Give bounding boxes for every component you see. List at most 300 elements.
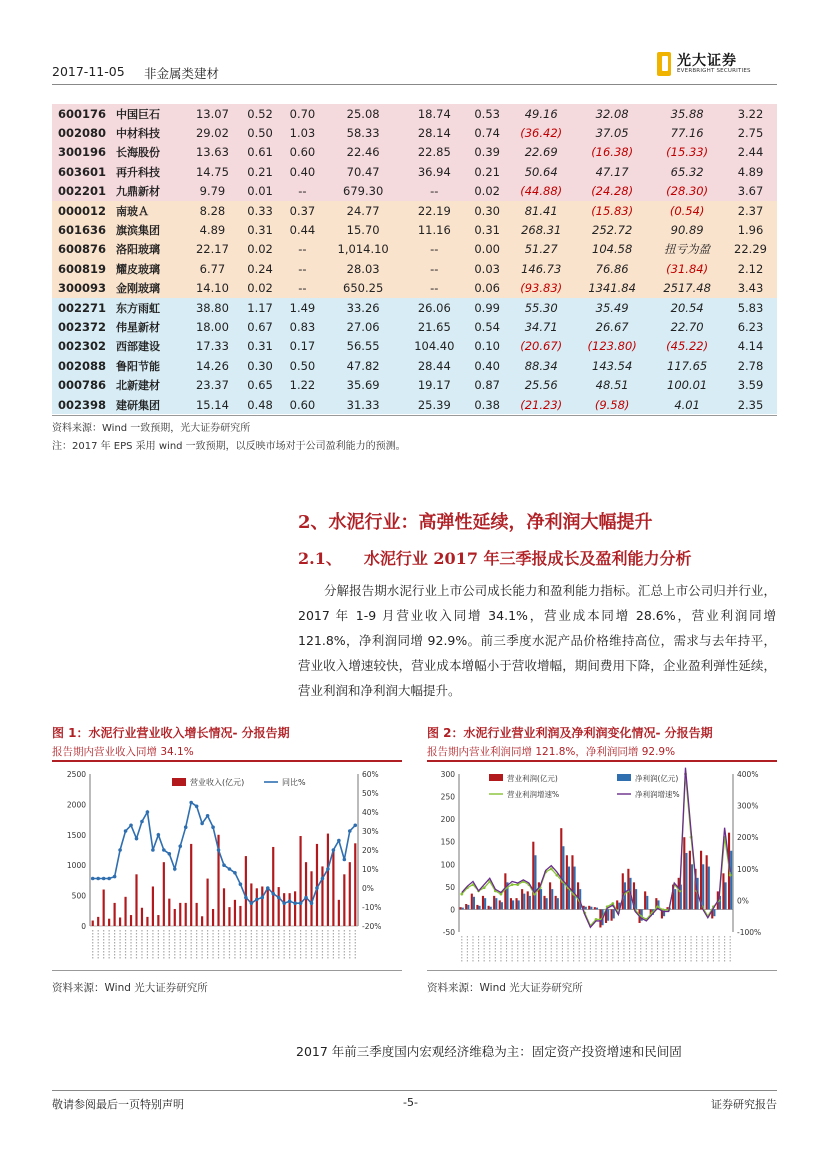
bar-revenue — [299, 836, 301, 926]
bar-revenue — [316, 844, 318, 926]
bar-revenue — [97, 917, 99, 926]
bar-operating-profit — [504, 873, 506, 909]
cell-g2: (16.38) — [591, 145, 634, 160]
logo-text-cn: 光大证券 — [677, 53, 737, 69]
bar-revenue — [163, 862, 165, 926]
cell-c1: 6.77 — [199, 261, 226, 276]
y-tick-label-right: 200% — [737, 833, 759, 843]
bar-net-profit — [613, 909, 615, 918]
point-growth — [299, 901, 303, 905]
cell-g2: 37.05 — [595, 126, 629, 141]
cell-code: 002398 — [58, 397, 107, 412]
legend-swatch-op-profit — [489, 774, 503, 781]
y-tick-label-right: 400% — [737, 770, 759, 779]
cell-g3: 35.88 — [670, 106, 704, 121]
bar-net-profit — [523, 894, 525, 910]
point-operating-profit-growth — [729, 874, 732, 877]
point-growth — [124, 829, 128, 833]
cell-g3: (31.84) — [666, 261, 709, 276]
bar-operating-profit — [722, 873, 724, 909]
cell-name: 旗滨集团 — [116, 224, 160, 238]
cell-c7: 4.89 — [737, 164, 764, 179]
cell-c6: 0.87 — [474, 378, 500, 393]
cell-c5: -- — [430, 281, 439, 296]
point-growth — [343, 858, 347, 862]
point-growth — [304, 896, 308, 900]
point-growth — [321, 877, 325, 881]
cell-g1: (21.23) — [520, 397, 563, 412]
fig2-title: 图 2：水泥行业营业利润及净利润变化情况- 分报告期 — [427, 726, 713, 740]
cell-code: 002088 — [58, 358, 107, 373]
footer-disclaimer: 敬请参阅最后一页特别声明 — [52, 1098, 184, 1111]
cell-c4: 15.70 — [346, 223, 380, 238]
bar-net-profit — [730, 851, 732, 910]
bar-net-profit — [646, 896, 648, 910]
cell-c7: 3.67 — [737, 184, 764, 199]
bar-operating-profit — [566, 855, 568, 909]
cell-c2: 0.21 — [247, 164, 273, 179]
point-operating-profit-growth — [483, 886, 486, 889]
y-tick-label-left: 1000 — [66, 861, 86, 871]
cell-c7: 2.35 — [737, 397, 764, 412]
bar-operating-profit — [515, 898, 517, 909]
bar-revenue — [179, 903, 181, 926]
cell-c2: 1.17 — [247, 300, 273, 315]
bar-operating-profit — [689, 851, 691, 910]
cell-c5: -- — [430, 261, 439, 276]
cell-c6: 0.21 — [474, 164, 500, 179]
cell-g1: 146.73 — [521, 261, 562, 276]
y-tick-label-left: 500 — [71, 891, 86, 901]
cell-name: 中国巨石 — [116, 107, 160, 121]
cell-g1: 25.56 — [524, 378, 558, 393]
cell-g3: 117.65 — [667, 358, 708, 373]
point-growth — [228, 867, 232, 871]
bar-revenue — [239, 906, 241, 926]
section-title: 2、水泥行业：高弹性延续，净利润大幅提升 — [298, 512, 653, 533]
point-growth — [173, 867, 177, 871]
cell-g1: 88.34 — [524, 358, 558, 373]
cell-name: 东方雨虹 — [116, 301, 160, 315]
cell-g1: 268.31 — [521, 223, 562, 238]
point-growth — [260, 896, 264, 900]
point-growth — [348, 829, 352, 833]
bar-revenue — [130, 915, 132, 926]
cell-name: 金刚玻璃 — [116, 282, 160, 296]
fig2-top-rule — [427, 760, 777, 762]
point-growth — [217, 848, 221, 852]
bar-net-profit — [635, 889, 637, 909]
cell-c7: 3.43 — [737, 281, 764, 296]
fig1-title: 图 1：水泥行业营业收入增长情况- 分报告期 — [52, 726, 290, 740]
report-date: 2017-11-05 — [52, 64, 125, 79]
cell-c3: -- — [298, 261, 307, 276]
bar-operating-profit — [476, 905, 478, 910]
point-growth — [151, 848, 155, 852]
y-tick-label-right: 300% — [737, 801, 759, 811]
cell-code: 600876 — [58, 242, 107, 257]
footer-report-type: 证券研究报告 — [711, 1098, 777, 1111]
cell-c5: 11.16 — [417, 223, 451, 238]
cell-g1: 49.16 — [524, 106, 558, 121]
bar-revenue — [212, 909, 214, 926]
bar-revenue — [201, 916, 203, 926]
cell-c3: 0.83 — [289, 319, 316, 334]
cell-c2: 0.61 — [247, 145, 273, 160]
bar-net-profit — [596, 908, 598, 910]
table-note: 注：2017 年 EPS 采用 wind 一致预期，以反映市场对于公司盈利能力的预测。 — [52, 441, 406, 452]
cell-g2: (123.80) — [587, 339, 637, 354]
point-growth — [168, 852, 172, 856]
subsection-title — [298, 546, 692, 569]
bar-revenue — [294, 891, 296, 926]
bar-revenue — [256, 888, 258, 926]
cell-code: 300093 — [58, 281, 107, 296]
bar-revenue — [108, 919, 110, 926]
bar-net-profit — [574, 867, 576, 910]
stock-valuation-table — [52, 104, 777, 414]
point-growth — [250, 901, 254, 905]
cell-name: 北新建材 — [116, 379, 160, 393]
cell-c5: 36.94 — [417, 164, 451, 179]
logo-text-en: EVERBRIGHT SECURITIES — [677, 68, 751, 74]
point-growth — [206, 814, 210, 818]
point-growth — [233, 871, 237, 875]
cell-g1: 50.64 — [524, 164, 558, 179]
cell-c6: 0.53 — [474, 106, 500, 121]
cell-c4: 70.47 — [346, 164, 380, 179]
cell-c3: 1.03 — [289, 126, 316, 141]
cell-c4: 650.25 — [343, 281, 384, 296]
bar-net-profit — [725, 882, 727, 909]
cell-c6: 0.39 — [474, 145, 500, 160]
table-row — [52, 395, 777, 414]
cell-c5: 28.44 — [417, 358, 451, 373]
cell-g3: 20.54 — [670, 300, 704, 315]
continuation-paragraph: 2017 年前三季度国内宏观经济维稳为主：固定资产投资增速和民间固 — [296, 1044, 682, 1059]
y-tick-label-left: 300 — [440, 770, 455, 779]
point-growth — [162, 848, 166, 852]
bar-operating-profit — [527, 891, 529, 909]
y-tick-label-right: -100% — [737, 928, 762, 937]
cell-c4: 31.33 — [346, 397, 380, 412]
cell-c1: 38.80 — [195, 300, 229, 315]
cell-c1: 4.89 — [199, 223, 226, 238]
y-tick-label-left: 150 — [440, 837, 455, 847]
bar-operating-profit — [499, 900, 501, 909]
bar-revenue — [114, 903, 116, 926]
bar-net-profit — [512, 900, 514, 909]
cell-g3: 77.16 — [670, 126, 704, 141]
cell-c6: 0.10 — [474, 339, 500, 354]
cell-code: 002271 — [58, 300, 107, 315]
y-tick-label-right: 100% — [737, 864, 759, 874]
legend-swatch-revenue — [172, 778, 186, 786]
cell-g3: 2517.48 — [663, 281, 711, 296]
cell-c4: 27.06 — [346, 319, 380, 334]
point-growth — [244, 896, 248, 900]
cell-c6: 0.99 — [474, 300, 500, 315]
point-growth — [315, 886, 319, 890]
cell-c7: 2.37 — [737, 203, 764, 218]
cell-c4: 58.33 — [346, 126, 380, 141]
point-growth — [118, 848, 122, 852]
cell-c1: 9.79 — [199, 184, 226, 199]
cell-code: 000012 — [58, 203, 107, 218]
y-tick-label-left: 100 — [440, 860, 455, 870]
bar-net-profit — [674, 889, 676, 909]
legend-label-net-profit: 净利润(亿元) — [635, 774, 679, 783]
cell-c2: 0.01 — [247, 184, 273, 199]
bar-net-profit — [685, 853, 687, 909]
y-tick-label-right: 0% — [362, 884, 374, 893]
cell-c2: 0.02 — [247, 281, 273, 296]
cell-name: 建研集团 — [116, 398, 160, 412]
table-row — [52, 337, 777, 356]
cell-c7: 6.23 — [737, 319, 764, 334]
point-growth — [135, 837, 139, 841]
table-row — [52, 259, 777, 278]
point-growth — [211, 825, 215, 829]
cell-c1: 13.07 — [195, 106, 229, 121]
point-growth — [178, 844, 182, 848]
point-growth — [146, 810, 150, 814]
cell-c2: 0.48 — [247, 397, 273, 412]
cell-g2: (15.83) — [591, 203, 634, 218]
cell-g3: (0.54) — [669, 203, 705, 218]
cell-c6: 0.03 — [474, 261, 500, 276]
cell-c7: 22.29 — [734, 242, 767, 257]
cell-g1: 55.30 — [524, 300, 558, 315]
cell-c4: 1,014.10 — [337, 242, 389, 257]
cell-c6: 0.40 — [474, 358, 500, 373]
bar-revenue — [228, 907, 230, 926]
cell-c6: 0.06 — [474, 281, 500, 296]
table-row — [52, 317, 777, 336]
cell-g1: (36.42) — [520, 126, 563, 141]
bar-revenue — [152, 886, 154, 926]
cell-g1: (93.83) — [520, 281, 563, 296]
bar-operating-profit — [594, 907, 596, 909]
cell-c3: -- — [298, 281, 307, 296]
bar-operating-profit — [471, 894, 473, 910]
table-row — [52, 143, 777, 162]
bar-net-profit — [501, 902, 503, 909]
y-tick-label-right: -10% — [362, 903, 382, 912]
bar-revenue — [332, 850, 334, 926]
bar-net-profit — [462, 908, 464, 910]
cell-name: 再升科技 — [116, 165, 160, 179]
bar-revenue — [196, 903, 198, 926]
point-operating-profit-growth — [511, 883, 514, 886]
bar-revenue — [92, 921, 94, 926]
bar-net-profit — [534, 855, 536, 909]
point-growth — [353, 824, 357, 828]
bar-net-profit — [691, 864, 693, 909]
cell-g2: 47.17 — [595, 164, 629, 179]
cell-c5: 21.65 — [417, 319, 451, 334]
cell-code: 600819 — [58, 261, 107, 276]
bar-revenue — [261, 886, 263, 926]
bar-revenue — [272, 847, 274, 926]
cell-c4: 22.46 — [346, 145, 380, 160]
point-growth — [129, 824, 133, 828]
cell-c1: 15.14 — [195, 397, 229, 412]
cell-g1: 81.41 — [524, 203, 558, 218]
point-growth — [310, 901, 314, 905]
y-tick-label-left: 200 — [440, 815, 455, 825]
y-tick-label-left: 1500 — [66, 830, 86, 840]
legend-label-growth: 同比% — [282, 778, 306, 787]
cell-code: 000786 — [58, 378, 107, 393]
point-growth — [332, 848, 336, 852]
section-paragraph: 分解报告期水泥行业上市公司成长能力和盈利能力指标。汇总上市公司归并行业，2017 年 1-9 月营业收入同增 34.1%，营业成本同增 28.6%，营业利润同增 121.8%，净利润同增 92.9%。前三季度水泥产品价格维持高位，需求与去年持平，营业收入增速较快，营业成本增幅小于营收增幅，期间费用下降，企业盈利弹性延续，营业利润和净利润大幅提升。 — [298, 583, 776, 698]
bar-operating-profit — [532, 842, 534, 910]
bar-revenue — [267, 888, 269, 926]
point-growth — [277, 896, 281, 900]
table-row — [52, 375, 777, 394]
cell-c7: 3.22 — [737, 106, 764, 121]
fig2-chart — [427, 764, 777, 970]
bar-revenue — [157, 915, 159, 926]
bar-operating-profit — [616, 900, 618, 909]
cell-c5: 104.40 — [414, 339, 455, 354]
cell-g3: (45.22) — [666, 339, 709, 354]
cell-g2: 35.49 — [595, 300, 629, 315]
cell-code: 601636 — [58, 223, 107, 238]
cell-c3: 1.49 — [289, 300, 316, 315]
cell-c5: 19.17 — [417, 378, 451, 393]
cell-c6: 0.31 — [474, 223, 500, 238]
legend-label-revenue: 营业收入(亿元) — [190, 778, 245, 787]
cell-c3: 0.60 — [289, 397, 316, 412]
bar-revenue — [321, 866, 323, 926]
cell-c3: -- — [298, 242, 307, 257]
bar-net-profit — [467, 905, 469, 910]
cell-code: 300196 — [58, 145, 107, 160]
cell-g2: 76.86 — [595, 261, 629, 276]
cell-c4: 24.77 — [346, 203, 380, 218]
cell-g2: 143.54 — [592, 358, 633, 373]
y-tick-label-left: 2000 — [66, 800, 86, 810]
bar-revenue — [278, 887, 280, 926]
point-growth — [222, 863, 226, 867]
fig1-chart — [52, 764, 402, 970]
bar-operating-profit — [510, 898, 512, 909]
cell-c6: 0.30 — [474, 203, 500, 218]
cell-g3: 100.01 — [667, 378, 708, 393]
fig1-bottom-rule — [52, 970, 402, 971]
cell-g3: 22.70 — [670, 319, 704, 334]
cell-c6: 0.74 — [474, 126, 500, 141]
point-growth — [288, 900, 292, 904]
cell-c6: 0.00 — [474, 242, 500, 257]
table-row — [52, 220, 777, 239]
cell-c5: 22.85 — [417, 145, 451, 160]
cell-name: 耀皮玻璃 — [116, 262, 160, 276]
company-logo — [657, 50, 777, 80]
cell-name: 九鼎新材 — [116, 185, 160, 199]
cell-c1: 29.02 — [195, 126, 229, 141]
y-tick-label-right: 10% — [362, 865, 379, 874]
cell-g1: (20.67) — [520, 339, 563, 354]
table-row — [52, 298, 777, 317]
cell-c2: 0.67 — [247, 319, 273, 334]
cell-g2: (9.58) — [594, 397, 630, 412]
bar-revenue — [185, 903, 187, 926]
logo-mark-icon — [657, 52, 671, 76]
page-number: -5- — [403, 1096, 418, 1109]
cell-g1: 34.71 — [524, 319, 558, 334]
cell-g2: 26.67 — [595, 319, 629, 334]
cell-c5: -- — [430, 184, 439, 199]
bar-revenue — [245, 856, 247, 926]
bar-net-profit — [546, 898, 548, 909]
cell-c7: 2.12 — [737, 261, 764, 276]
point-growth — [184, 825, 188, 829]
table-row — [52, 123, 777, 142]
table-row — [52, 201, 777, 220]
point-growth — [195, 805, 199, 809]
cell-g1: 22.69 — [524, 145, 558, 160]
bar-revenue — [168, 899, 170, 926]
y-tick-label-right: 60% — [362, 770, 379, 779]
bar-operating-profit — [488, 906, 490, 910]
point-growth — [271, 892, 275, 896]
cell-name: 长海股份 — [116, 146, 160, 160]
bar-net-profit — [607, 909, 609, 920]
cell-c7: 2.44 — [737, 145, 764, 160]
bar-revenue — [305, 862, 307, 926]
cell-g3: 90.89 — [670, 223, 704, 238]
bar-net-profit — [624, 882, 626, 909]
point-growth — [107, 877, 111, 881]
bar-operating-profit — [493, 896, 495, 910]
bar-net-profit — [702, 864, 704, 909]
y-tick-label-right: 30% — [362, 827, 379, 836]
cell-c4: 679.30 — [343, 184, 384, 199]
bar-net-profit — [478, 906, 480, 910]
cell-g3: 65.32 — [670, 164, 704, 179]
table-row — [52, 104, 777, 123]
bar-revenue — [310, 871, 312, 926]
legend-label-net-growth: 净利润增速% — [635, 790, 680, 799]
bar-net-profit — [713, 909, 715, 916]
page-header — [52, 53, 777, 84]
point-growth — [96, 877, 100, 881]
fig2-bottom-rule — [427, 970, 777, 971]
fig1-top-rule — [52, 760, 402, 762]
cell-g1: (44.88) — [520, 184, 563, 199]
fig2-source: 资料来源：Wind 光大证券研究所 — [427, 982, 583, 994]
cell-c1: 8.28 — [199, 203, 226, 218]
y-tick-label-right: 40% — [362, 808, 379, 817]
fig1-source: 资料来源：Wind 光大证券研究所 — [52, 982, 208, 994]
bar-net-profit — [473, 897, 475, 910]
bar-operating-profit — [543, 896, 545, 910]
bar-operating-profit — [622, 873, 624, 909]
y-tick-label-right: -20% — [362, 922, 382, 931]
bar-operating-profit — [678, 878, 680, 910]
bar-revenue — [124, 897, 126, 926]
point-growth — [293, 901, 297, 905]
bar-revenue — [206, 879, 208, 926]
cell-c7: 1.96 — [737, 223, 764, 238]
point-operating-profit-growth — [550, 867, 553, 870]
cell-c5: 22.19 — [417, 203, 451, 218]
point-growth — [282, 901, 286, 905]
cell-name: 鲁阳节能 — [116, 359, 160, 373]
